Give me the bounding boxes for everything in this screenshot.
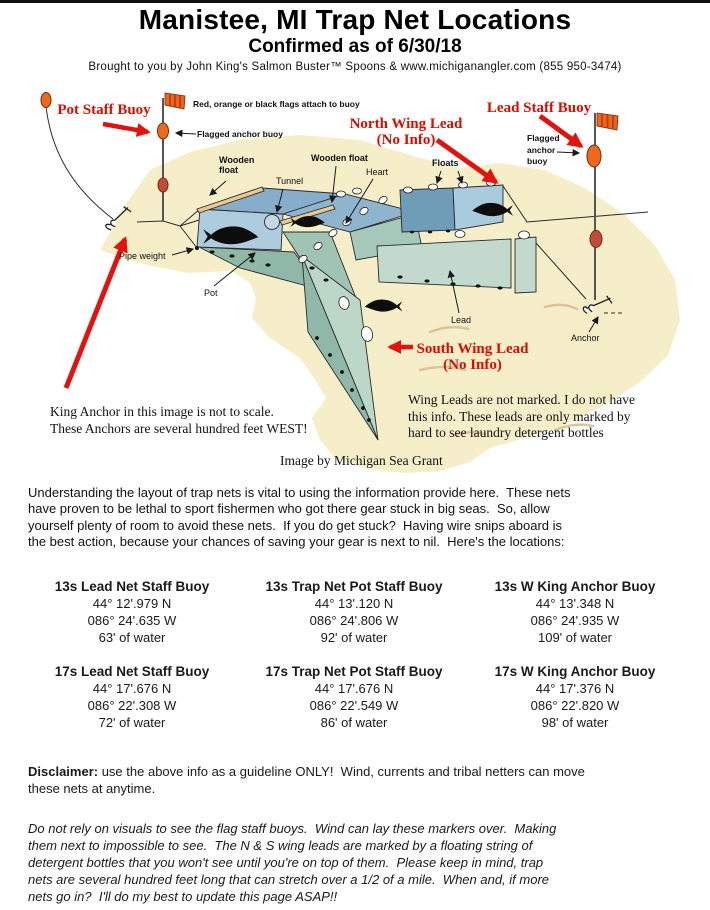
king-anchor-arrow-icon — [66, 239, 125, 388]
location-name: 17s Lead Net Staff Buoy — [54, 664, 210, 679]
tunnel-label: Tunnel — [276, 176, 304, 186]
flag-icon — [165, 93, 185, 109]
floats-label: Floats — [432, 158, 459, 168]
buoy-icon — [590, 231, 602, 248]
tunnel-icon — [265, 215, 280, 230]
wooden-float-mid-label: Wooden float — [311, 153, 368, 163]
south-wing-line1: South Wing Lead — [416, 341, 529, 357]
disclaimer — [28, 763, 585, 797]
location-depth: 72' of water — [98, 715, 166, 730]
location-depth: 109' of water — [537, 630, 613, 645]
intro-paragraph: Understanding the layout of trap nets is vital to using the information provide here. These nets have proven to be lethal to sport fishermen who got there gear stuck in big seas. So, allow yourself plenty of room to avoid these nets. If you do get stuck? Having wire snips aboard is the best action, because your chances of saving your gear is next to nil. Here's the locations: — [28, 485, 571, 549]
anchor-label: Anchor — [571, 333, 600, 343]
location-depth: 98' of water — [541, 715, 609, 730]
location-name: 13s Trap Net Pot Staff Buoy — [265, 579, 443, 594]
location-card — [239, 578, 469, 646]
flagged-anchor-buoy-right-label: Flagged anchor buoy — [527, 133, 560, 166]
wooden-float-left-label: Wooden float — [219, 155, 255, 175]
south-wing-lead-label — [402, 341, 543, 373]
pot-label: Pot — [204, 288, 218, 298]
location-lat: 44° 12'.979 N — [92, 596, 172, 611]
location-name: 17s W King Anchor Buoy — [494, 664, 656, 679]
pipe-weight-icon — [195, 246, 199, 250]
trap-net-diagram — [0, 85, 710, 475]
north-wing-line1: North Wing Lead — [349, 116, 463, 132]
lead-staff-buoy-label: Lead Staff Buoy — [486, 100, 592, 116]
location-name: 13s W King Anchor Buoy — [494, 579, 656, 594]
location-name: 13s Lead Net Staff Buoy — [54, 579, 210, 594]
location-lon: 086° 24'.806 W — [309, 613, 399, 628]
wing-leads-note: Wing Leads are not marked. I do not have this info. These leads are only marked by hard to see laundry detergent bottles — [408, 392, 636, 440]
location-lon: 086° 22'.549 W — [309, 698, 399, 713]
heart-label: Heart — [366, 167, 389, 177]
lead-label: Lead — [451, 315, 472, 325]
image-credit: Image by Michigan Sea Grant — [280, 453, 443, 468]
north-wing-lead-label — [336, 116, 476, 148]
location-lat: 44° 17'.376 N — [535, 681, 615, 696]
location-lon: 086° 22'.308 W — [87, 698, 177, 713]
flags-attach-label: Red, orange or black flags attach to buoy — [193, 99, 360, 109]
pot-staff-arrow-icon — [103, 124, 148, 132]
page-subtitle: Confirmed as of 6/30/18 — [248, 36, 462, 57]
location-card — [460, 578, 690, 646]
location-lat: 44° 13'.348 N — [535, 596, 615, 611]
north-wing-line2: (No Info) — [376, 132, 436, 148]
buoy-icon — [158, 178, 168, 192]
location-depth: 92' of water — [320, 630, 388, 645]
location-card — [239, 663, 469, 731]
location-lon: 086° 22'.820 W — [530, 698, 620, 713]
location-lon: 086° 24'.635 W — [87, 613, 177, 628]
location-card — [17, 578, 247, 646]
location-lon: 086° 24'.935 W — [530, 613, 620, 628]
location-lat: 44° 13'.120 N — [314, 596, 394, 611]
page-title: Manistee, MI Trap Net Locations — [138, 4, 572, 35]
location-name: 17s Trap Net Pot Staff Buoy — [265, 664, 443, 679]
king-anchor-note: King Anchor in this image is not to scale. These Anchors are several hundred feet WEST! — [50, 404, 308, 436]
flagged-anchor-buoy-left-label: Flagged anchor buoy — [197, 129, 283, 139]
byline: Brought to you by John King's Salmon Buster™ Spoons & www.michiganangler.com (855 950-3474) — [88, 61, 622, 73]
outro-paragraph: Do not rely on visuals to see the flag staff buoys. Wind can lay these markers over. Making them next to impossible to see. The N & S wing leads are marked by a floating string of detergent bottles that you won't see until you're on top of them. Please keep in mind, trap nets are several hundred feet long that can stretch over a 1/2 of a mile. When and, if more nets go in? I'll do my best to update this page ASAP!! — [28, 821, 557, 904]
location-card — [17, 663, 247, 731]
location-depth: 86' of water — [320, 715, 388, 730]
location-lat: 44° 17'.676 N — [314, 681, 394, 696]
pipe-weight-label: Pipe weight — [119, 251, 166, 261]
location-depth: 63' of water — [98, 630, 166, 645]
location-card — [460, 663, 690, 731]
buoy-icon — [158, 123, 169, 139]
disclaimer-text-line2: these nets at anytime. — [28, 781, 156, 796]
south-wing-line2: (No Info) — [443, 357, 502, 373]
top-border — [0, 0, 710, 3]
location-lat: 44° 17'.676 N — [92, 681, 172, 696]
disclaimer-label: Disclaimer: — [28, 764, 99, 779]
disclaimer-text: use the above info as a guideline ONLY! Wind, currents and tribal netters can move — [98, 764, 585, 779]
buoy-icon — [587, 145, 601, 167]
pot-staff-buoy-label: Pot Staff Buoy — [57, 102, 151, 118]
